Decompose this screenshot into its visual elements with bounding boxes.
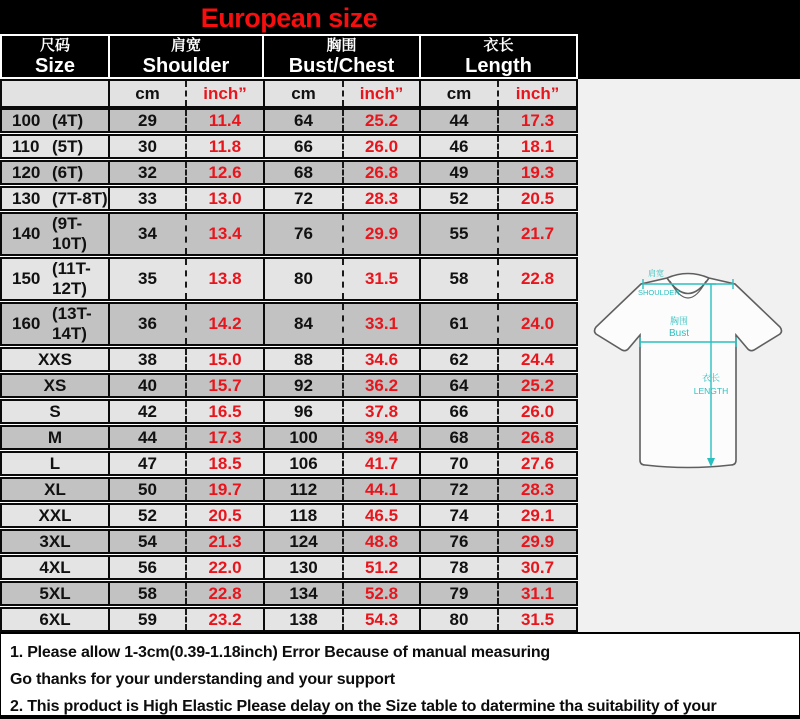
cell-shoulder-cm: 42 [110, 401, 187, 422]
cell-length-inch: 26.8 [499, 427, 576, 448]
cell-size: 3XL [2, 531, 110, 552]
cell-shoulder-cm: 54 [110, 531, 187, 552]
cell-length-cm: 79 [421, 583, 499, 604]
cell-shoulder-cm: 32 [110, 162, 187, 183]
cell-length-inch: 24.0 [499, 304, 576, 344]
cell-length-inch: 25.2 [499, 375, 576, 396]
cell-size: 130 (7T-8T) [2, 188, 110, 209]
table-row [0, 529, 578, 554]
length-label-en: Length [465, 54, 532, 77]
cell-bust-cm: 76 [265, 214, 344, 254]
page-title: European size [200, 3, 378, 33]
cell-bust-cm: 100 [265, 427, 344, 448]
cell-size: 110 (5T) [2, 136, 110, 157]
cell-bust-inch: 29.9 [344, 214, 421, 254]
cell-shoulder-inch: 15.7 [187, 375, 265, 396]
cell-bust-inch: 39.4 [344, 427, 421, 448]
cell-length-inch: 17.3 [499, 110, 576, 131]
diagram-shoulder-label-cn: 肩宽 [648, 269, 664, 278]
cell-shoulder-cm: 38 [110, 349, 187, 370]
cell-size: S [2, 401, 110, 422]
cell-length-inch: 27.6 [499, 453, 576, 474]
cell-length-cm: 68 [421, 427, 499, 448]
cell-size: XL [2, 479, 110, 500]
cell-shoulder-inch: 18.5 [187, 453, 265, 474]
cell-shoulder-cm: 50 [110, 479, 187, 500]
cell-shoulder-inch: 21.3 [187, 531, 265, 552]
footer-note-3: 2. This product is High Elastic Please delay on the Size table to datermine tha suitability of your [10, 698, 717, 715]
cell-bust-cm: 66 [265, 136, 344, 157]
cell-shoulder-inch: 16.5 [187, 401, 265, 422]
cell-bust-inch: 33.1 [344, 304, 421, 344]
diagram-length-label-en: LENGTH [693, 386, 729, 396]
cell-length-cm: 62 [421, 349, 499, 370]
cell-size: XXS [2, 349, 110, 370]
cell-shoulder-inch: 12.6 [187, 162, 265, 183]
cell-bust-inch: 36.2 [344, 375, 421, 396]
table-header-band [0, 0, 800, 79]
cell-shoulder-cm: 59 [110, 609, 187, 630]
cell-shoulder-cm: 36 [110, 304, 187, 344]
table-row [0, 347, 578, 372]
cell-length-cm: 44 [421, 110, 499, 131]
table-row [0, 212, 578, 256]
column-header-row [0, 34, 578, 79]
cell-bust-inch: 54.3 [344, 609, 421, 630]
cell-shoulder-inch: 13.4 [187, 214, 265, 254]
unit-cell-shoulder-inch: inch” [187, 81, 265, 106]
cell-length-cm: 58 [421, 259, 499, 299]
table-row [0, 607, 578, 632]
cell-bust-inch: 46.5 [344, 505, 421, 526]
cell-length-inch: 21.7 [499, 214, 576, 254]
table-row [0, 451, 578, 476]
size-label-en: Size [34, 54, 76, 77]
cell-size: 4XL [2, 557, 110, 578]
cell-shoulder-cm: 29 [110, 110, 187, 131]
cell-length-inch: 19.3 [499, 162, 576, 183]
cell-bust-inch: 26.8 [344, 162, 421, 183]
cell-bust-inch: 37.8 [344, 401, 421, 422]
bust-label-cn: 胸围 [326, 36, 357, 54]
cell-length-inch: 31.5 [499, 609, 576, 630]
cell-shoulder-inch: 23.2 [187, 609, 265, 630]
cell-bust-cm: 112 [265, 479, 344, 500]
cell-shoulder-cm: 30 [110, 136, 187, 157]
cell-length-inch: 20.5 [499, 188, 576, 209]
unit-cell-shoulder-cm: cm [110, 81, 187, 106]
size-label-cn: 尺码 [39, 36, 70, 54]
shoulder-label-en: Shoulder [142, 54, 230, 77]
footer-notes [0, 632, 800, 719]
cell-length-inch: 31.1 [499, 583, 576, 604]
cell-bust-cm: 130 [265, 557, 344, 578]
cell-length-inch: 24.4 [499, 349, 576, 370]
cell-bust-inch: 48.8 [344, 531, 421, 552]
cell-bust-cm: 84 [265, 304, 344, 344]
cell-size: 6XL [2, 609, 110, 630]
cell-length-inch: 18.1 [499, 136, 576, 157]
table-row [0, 373, 578, 398]
unit-cell-empty [2, 81, 110, 106]
cell-shoulder-inch: 22.8 [187, 583, 265, 604]
cell-shoulder-inch: 14.2 [187, 304, 265, 344]
cell-bust-inch: 25.2 [344, 110, 421, 131]
cell-shoulder-inch: 11.8 [187, 136, 265, 157]
cell-length-cm: 78 [421, 557, 499, 578]
bust-label-en: Bust/Chest [288, 54, 395, 77]
cell-shoulder-inch: 13.0 [187, 188, 265, 209]
cell-length-cm: 76 [421, 531, 499, 552]
cell-bust-cm: 106 [265, 453, 344, 474]
tshirt-measurement-diagram [586, 257, 796, 479]
cell-length-cm: 61 [421, 304, 499, 344]
cell-bust-inch: 28.3 [344, 188, 421, 209]
cell-shoulder-cm: 52 [110, 505, 187, 526]
cell-shoulder-inch: 13.8 [187, 259, 265, 299]
unit-cell-bust-inch: inch” [344, 81, 421, 106]
unit-cell-length-cm: cm [421, 81, 499, 106]
cell-bust-inch: 52.8 [344, 583, 421, 604]
cell-length-cm: 74 [421, 505, 499, 526]
cell-length-cm: 66 [421, 401, 499, 422]
column-header-size [2, 36, 110, 77]
diagram-shoulder-label-en: SHOULDER [638, 288, 680, 297]
table-row [0, 257, 578, 301]
cell-length-inch: 28.3 [499, 479, 576, 500]
cell-bust-cm: 118 [265, 505, 344, 526]
cell-size: XXL [2, 505, 110, 526]
cell-bust-inch: 26.0 [344, 136, 421, 157]
cell-bust-inch: 31.5 [344, 259, 421, 299]
table-row [0, 581, 578, 606]
tshirt-diagram-panel [578, 79, 800, 632]
tshirt-outline [595, 274, 782, 468]
table-row [0, 555, 578, 580]
cell-shoulder-cm: 56 [110, 557, 187, 578]
unit-header-row [0, 79, 578, 108]
cell-size: 150 (11T-12T) [2, 259, 110, 299]
cell-size: L [2, 453, 110, 474]
cell-length-cm: 55 [421, 214, 499, 254]
cell-shoulder-cm: 35 [110, 259, 187, 299]
cell-size: 5XL [2, 583, 110, 604]
cell-shoulder-inch: 15.0 [187, 349, 265, 370]
cell-bust-inch: 51.2 [344, 557, 421, 578]
cell-length-inch: 29.9 [499, 531, 576, 552]
cell-shoulder-cm: 34 [110, 214, 187, 254]
cell-size: 100 (4T) [2, 110, 110, 131]
cell-length-cm: 52 [421, 188, 499, 209]
table-row [0, 477, 578, 502]
cell-bust-cm: 88 [265, 349, 344, 370]
cell-bust-cm: 124 [265, 531, 344, 552]
cell-length-cm: 49 [421, 162, 499, 183]
cell-length-cm: 72 [421, 479, 499, 500]
cell-length-cm: 80 [421, 609, 499, 630]
footer-note-2: Go thanks for your understanding and your support [10, 671, 395, 688]
diagram-bust-label-en: Bust [669, 328, 690, 339]
cell-shoulder-inch: 11.4 [187, 110, 265, 131]
column-header-length [421, 36, 576, 77]
cell-size: M [2, 427, 110, 448]
cell-shoulder-inch: 17.3 [187, 427, 265, 448]
cell-bust-inch: 41.7 [344, 453, 421, 474]
footer-note-1: 1. Please allow 1-3cm(0.39-1.18inch) Error Because of manual measuring [10, 644, 551, 661]
cell-length-inch: 30.7 [499, 557, 576, 578]
cell-length-cm: 70 [421, 453, 499, 474]
cell-length-cm: 64 [421, 375, 499, 396]
table-row [0, 186, 578, 211]
table-row [0, 425, 578, 450]
cell-bust-cm: 92 [265, 375, 344, 396]
cell-bust-cm: 68 [265, 162, 344, 183]
table-row [0, 134, 578, 159]
table-row [0, 399, 578, 424]
cell-bust-cm: 64 [265, 110, 344, 131]
cell-length-cm: 46 [421, 136, 499, 157]
table-row [0, 160, 578, 185]
cell-shoulder-inch: 20.5 [187, 505, 265, 526]
column-header-bust [264, 36, 421, 77]
unit-cell-length-inch: inch” [499, 81, 576, 106]
cell-bust-inch: 34.6 [344, 349, 421, 370]
table-row [0, 503, 578, 528]
diagram-bust-label-cn: 胸围 [670, 316, 689, 326]
cell-bust-cm: 80 [265, 259, 344, 299]
shoulder-label-cn: 肩宽 [170, 36, 201, 54]
cell-shoulder-inch: 19.7 [187, 479, 265, 500]
cell-shoulder-inch: 22.0 [187, 557, 265, 578]
cell-bust-inch: 44.1 [344, 479, 421, 500]
table-row [0, 108, 578, 133]
cell-bust-cm: 96 [265, 401, 344, 422]
cell-size: 120 (6T) [2, 162, 110, 183]
cell-bust-cm: 138 [265, 609, 344, 630]
cell-length-inch: 26.0 [499, 401, 576, 422]
cell-shoulder-cm: 40 [110, 375, 187, 396]
cell-length-inch: 22.8 [499, 259, 576, 299]
column-header-shoulder [110, 36, 264, 77]
size-table-body [0, 108, 578, 632]
cell-shoulder-cm: 47 [110, 453, 187, 474]
cell-shoulder-cm: 33 [110, 188, 187, 209]
cell-bust-cm: 72 [265, 188, 344, 209]
length-label-cn: 衣长 [483, 36, 514, 54]
unit-cell-bust-cm: cm [265, 81, 344, 106]
cell-size: 140 (9T-10T) [2, 214, 110, 254]
cell-size: 160 (13T-14T) [2, 304, 110, 344]
table-row [0, 302, 578, 346]
cell-length-inch: 29.1 [499, 505, 576, 526]
diagram-length-label-cn: 衣长 [701, 373, 721, 383]
cell-shoulder-cm: 44 [110, 427, 187, 448]
cell-shoulder-cm: 58 [110, 583, 187, 604]
cell-size: XS [2, 375, 110, 396]
cell-bust-cm: 134 [265, 583, 344, 604]
